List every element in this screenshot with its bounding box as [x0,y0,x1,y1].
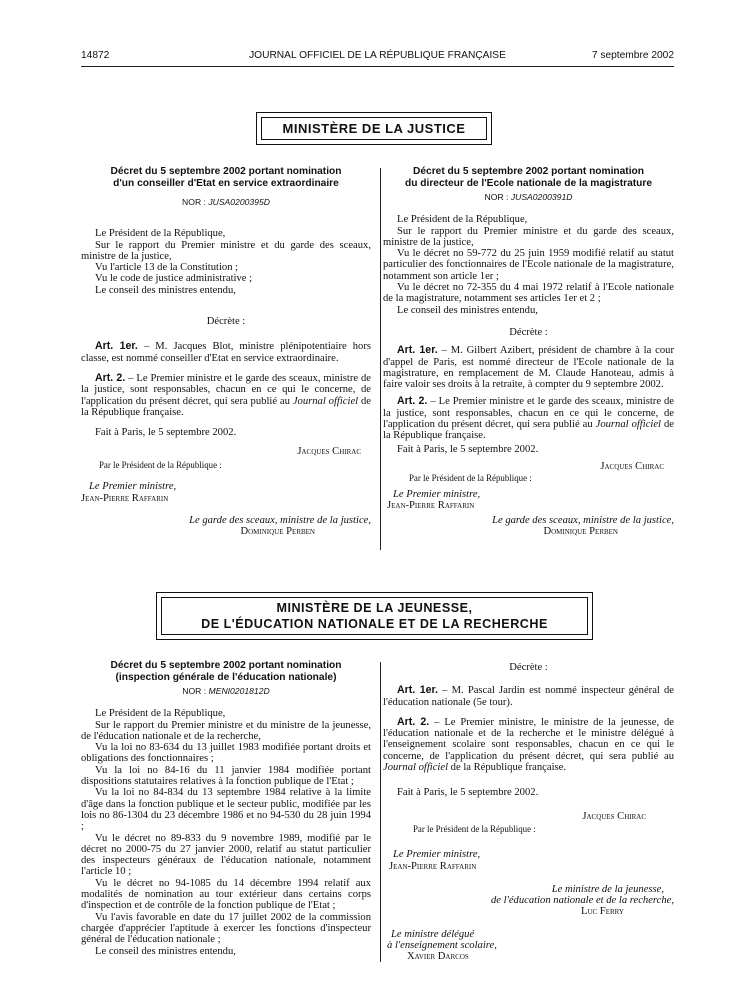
fait-line: Fait à Paris, le 5 septembre 2002. [397,443,539,455]
countersign-title: Le Premier ministre, [89,481,177,493]
decree-title [383,166,674,189]
article-text: – Le Premier ministre et le garde des sceaux, ministre de la justice, sont responsables, chacun en ce qui le concerne, de l'application du présent décret, qui sera publié au [81,372,372,407]
par-le-president: Par le Président de la République : [99,459,222,470]
preamble-text: Vu la loi no 84-16 du 11 janvier 1984 modifiée portant dispositions statutaires relatives à la fonction publique de l'Etat ; [81,764,371,788]
article-text: de la République française. [448,762,566,774]
nor-reference [383,192,674,203]
countersign-title: Le Premier ministre, [393,849,481,861]
countersign-title: Le garde des sceaux, ministre de la justice, [189,514,371,526]
nor-label: NOR : [182,686,207,696]
article-text: – M. Jacques Blot, ministre plénipotentiaire hors classe, est nommé conseiller d'Etat en service extraordinaire. [81,341,371,364]
decrete-heading: Décrète : [206,316,246,328]
decree-directeur-enm [383,166,674,538]
ministry-education-box [156,592,593,640]
article-label: Art. 2. [95,371,126,384]
running-header [81,50,674,64]
preamble-text: Le conseil des ministres entendu, [95,945,236,957]
article-2 [383,396,674,441]
preamble-text: Le conseil des ministres entendu, [397,304,538,316]
article-text: – M. Pascal Jardin est nommé inspecteur général de l'éducation nationale (5e tour). [383,685,674,708]
decree-title [81,166,371,189]
fait-line: Fait à Paris, le 5 septembre 2002. [397,787,539,799]
ministry-justice-box [256,112,492,145]
preamble-text: Vu le décret no 89-833 du 9 novembre 1989, modifié par le décret no 2000-75 du 27 janvier 2000, relatif au statut particulier des inspecteurs généraux de l'éducation nationale, notamment l'article 10 ; [81,832,371,878]
article-label: Art. 1er. [397,344,438,357]
article-2 [81,373,371,418]
countersign-title: Le ministre délégué [391,928,475,940]
preamble-text: Sur le rapport du Premier ministre et du ministre de la jeunesse, de l'éducation nationale et de la recherche, [81,719,371,742]
ministry-education-title-line: DE L'ÉDUCATION NATIONALE ET DE LA RECHERCHE [201,617,548,631]
countersign-title: Le Premier ministre, [393,488,481,500]
preamble-text: Sur le rapport du Premier ministre et du garde des sceaux, ministre de la justice, [383,225,674,248]
preamble-text: Vu la loi no 84-834 du 13 septembre 1984 relative à la limite d'âge dans la fonction publique et le secteur public, modifiée par les lois no 86-1304 du 23 décembre 1986 et no 94-530 du 28 juin 1994 ; [81,787,371,833]
nor-reference [81,197,371,208]
nor-code: JUSA0200395D [208,197,270,207]
decree-title-line: (inspection générale de l'éducation nationale) [115,671,337,683]
journal-title: JOURNAL OFFICIEL DE LA RÉPUBLIQUE FRANÇAISE [249,50,506,61]
decree-title-line: Décret du 5 septembre 2002 portant nomination [110,166,342,177]
article-1 [383,345,674,390]
signatory-name: Jacques Chirac [297,446,361,458]
countersign-title: à l'enseignement scolaire, [387,940,497,952]
preamble-text: Le Président de la République, [95,708,226,720]
preamble-text: Vu l'article 13 de la Constitution ; [95,262,239,274]
countersign-title: Le garde des sceaux, ministre de la justice, [492,515,674,527]
countersign-name: Dominique Perben [543,526,618,538]
preamble-text: Vu le décret no 94-1085 du 14 décembre 1994 relatif aux modalités de nomination au tour extérieur dans certains corps d'inspection et de contrôle de la fonction publique de l'Etat ; [81,877,371,912]
nor-code: JUSA0200391D [510,192,573,202]
header-rule [81,66,674,67]
column-divider [380,662,381,962]
nor-code: MENI0201812D [208,686,270,696]
preamble-text: Vu la loi no 83-634 du 13 juillet 1983 modifiée portant droits et obligations des fonctionnaires ; [81,742,371,765]
countersign-name: Xavier Darcos [407,951,469,963]
preamble-text: Vu le code de justice administrative ; [95,273,253,285]
article-text: de la République française. [383,419,674,442]
nor-label: NOR : [484,192,509,202]
article-text: – Le Premier ministre, le ministre de la jeunesse, de l'éducation nationale et de la recherche et le ministre délégué à l'enseignement scolaire sont responsables, chacun en ce qui le concerne, de l'application du présent décret, qui sera publié au [383,716,674,762]
preamble-text: Le Président de la République, [397,214,528,226]
journal-reference: Journal officiel [292,395,359,407]
preamble-text: Le Président de la République, [95,228,226,240]
preamble-text: Vu le décret no 59-772 du 25 juin 1959 modifié relatif au statut particulier des fonctionnaires de l'Ecole nationale de la magistrature, notamment son article 1er ; [383,248,674,282]
countersign-title: de l'éducation nationale et de la recherche, [491,895,674,907]
preamble-text: Le conseil des ministres entendu, [95,284,236,296]
ministry-justice-title: MINISTÈRE DE LA JUSTICE [282,121,466,136]
countersign-name: Luc Ferry [580,906,624,918]
article-label: Art. 2. [397,395,428,408]
ministry-education-title-line: MINISTÈRE DE LA JEUNESSE, [276,601,473,615]
decree-title-line: Décret du 5 septembre 2002 portant nomination [413,166,644,177]
article-1 [383,685,674,708]
article-label: Art. 1er. [95,340,138,353]
article-text: de la République française. [81,395,371,418]
countersign-title: Le ministre de la jeunesse, [551,883,664,895]
decree-inspection-generale-continued [383,662,674,963]
countersign-name: Dominique Perben [240,525,315,537]
decree-title-line: du directeur de l'Ecole nationale de la magistrature [405,177,652,189]
decrete-heading: Décrète : [509,662,548,673]
article-2 [383,717,674,773]
nor-reference [81,686,371,697]
decrete-heading: Décrète : [509,326,548,338]
par-le-president: Par le Président de la République : [409,473,532,484]
decree-title [81,660,371,683]
preamble-text: Sur le rapport du Premier ministre et du garde des sceaux, ministre de la justice, [81,239,371,262]
journal-reference: Journal officiel [595,419,661,431]
fait-line: Fait à Paris, le 5 septembre 2002. [95,427,237,439]
signatory-name: Jacques Chirac [600,460,664,472]
nor-label: NOR : [182,197,206,207]
signatory-name: Jacques Chirac [582,810,646,822]
decree-inspection-generale [81,660,371,957]
journal-reference: Journal officiel [383,762,449,774]
article-label: Art. 2. [397,715,430,728]
countersign-name: Jean-Pierre Raffarin [81,493,169,505]
article-1 [81,341,371,364]
preamble-text: Vu le décret no 72-355 du 4 mai 1972 relatif à l'Ecole nationale de la magistrature, notamment ses articles 1er et 2 ; [383,282,674,305]
issue-date: 7 septembre 2002 [591,50,674,61]
article-label: Art. 1er. [397,684,438,697]
par-le-president: Par le Président de la République : [413,823,536,834]
article-text: – Le Premier ministre et le garde des sceaux, ministre de la justice, sont responsables, chacun en ce qui le concerne, de l'application du présent décret, qui sera publié au [383,396,674,431]
decree-conseiller-etat [81,166,371,537]
decree-title-line: Décret du 5 septembre 2002 portant nomination [110,660,342,671]
countersign-name: Jean-Pierre Raffarin [389,860,477,872]
countersign-name: Jean-Pierre Raffarin [387,499,475,511]
article-text: – M. Gilbert Azibert, président de chambre à la cour d'appel de Paris, est nommé directeur de l'Ecole nationale de la magistrature, en remplacement de M. Claude Hanoteau, admis à faire valoir ses droits à la retraite, à compter du 9 septembre 2002. [383,345,674,391]
page-number: 14872 [81,50,110,61]
decree-title-line: d'un conseiller d'Etat en service extraordinaire [113,177,339,189]
column-divider [380,168,381,550]
preamble-text: Vu l'avis favorable en date du 17 juillet 2002 de la commission chargée d'apprécier l'aptitude à exercer les fonctions d'inspecteur général de l'éducation nationale ; [81,911,371,946]
